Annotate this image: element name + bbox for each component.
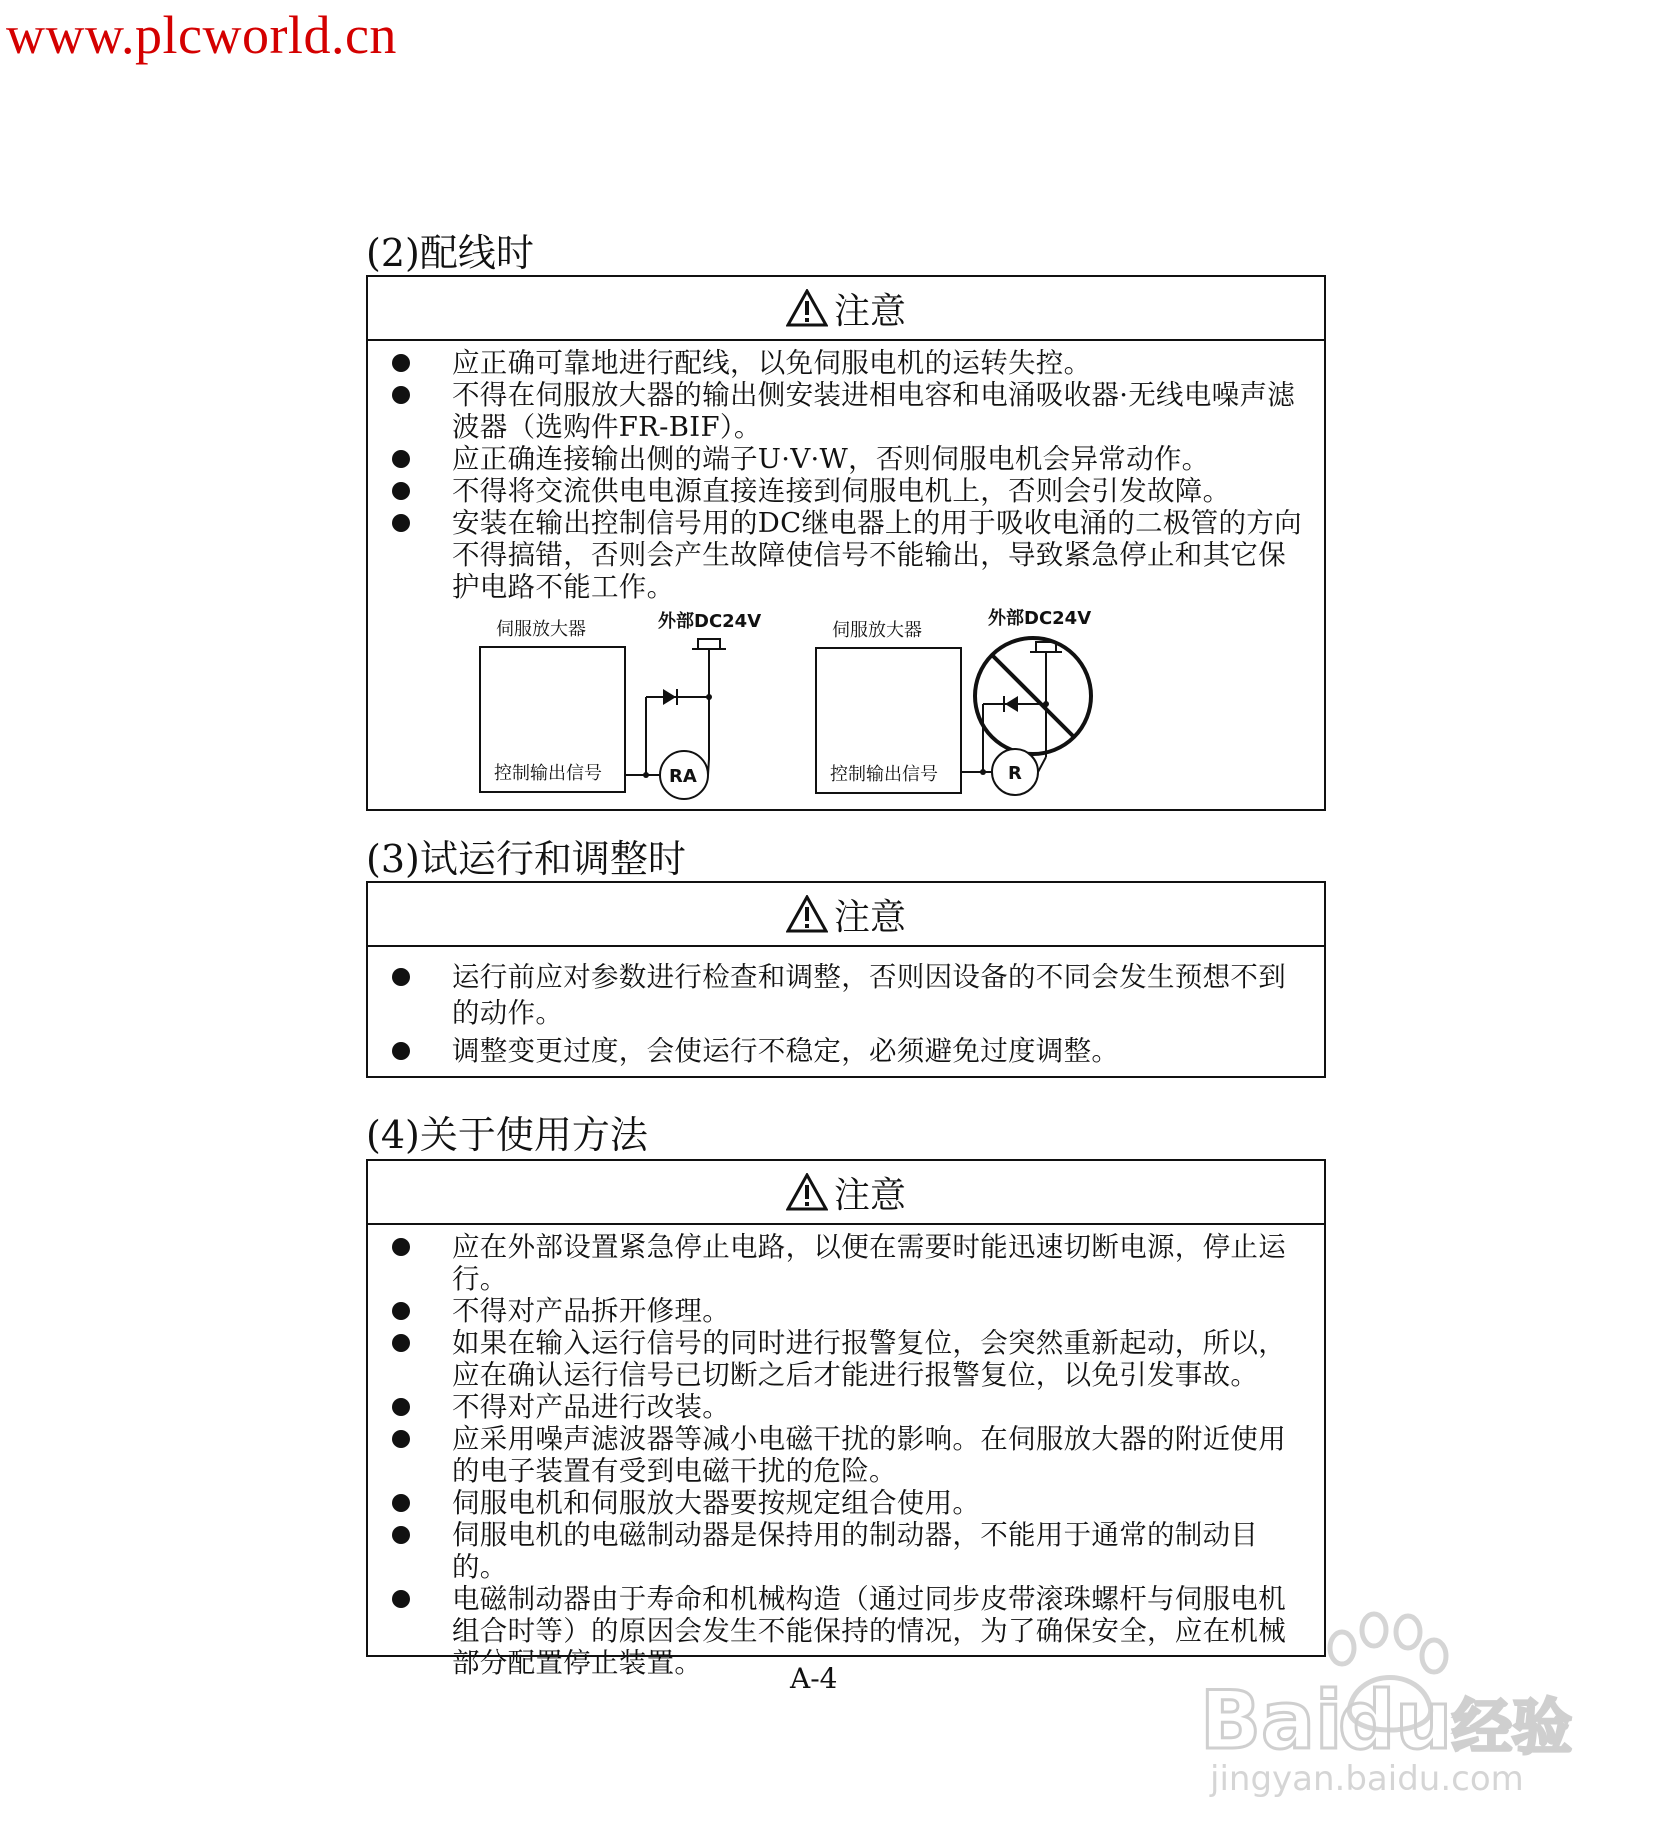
item-text: 如果在输入运行信号的同时进行报警复位，会突然重新起动，所以，应在确认运行信号已切断之后才能进行报警复位，以免引发事故。 xyxy=(452,1327,1286,1391)
item-text: 不得在伺服放大器的输出侧安装进相电容和电涌吸收器·无线电噪声滤波器（选购件FR-BIF）。 xyxy=(452,379,1296,443)
caution-header xyxy=(368,883,1324,947)
signal-label: 控制输出信号 xyxy=(494,763,602,784)
diagram-incorrect xyxy=(808,602,1128,807)
diagram-correct xyxy=(448,607,788,807)
list-item xyxy=(368,379,1324,443)
signal-label: 控制输出信号 xyxy=(830,764,938,785)
caution-title: 注意 xyxy=(833,896,906,938)
item-text: 伺服电机的电磁制动器是保持用的制动器，不能用于通常的制动目的。 xyxy=(452,1519,1259,1583)
bullet-icon xyxy=(392,1334,410,1352)
page-number: A-4 xyxy=(790,1662,838,1695)
list-item xyxy=(368,475,1324,507)
bullet-icon xyxy=(392,450,410,468)
item-text: 应在外部设置紧急停止电路，以便在需要时能迅速切断电源，停止运行。 xyxy=(452,1231,1286,1295)
bullet-icon xyxy=(392,1430,410,1448)
item-text: 调整变更过度，会使运行不稳定，必须避免过度调整。 xyxy=(452,1035,1120,1067)
amp-label: 伺服放大器 xyxy=(496,619,586,640)
list-item xyxy=(368,1327,1324,1391)
caution-list xyxy=(368,341,1324,603)
list-item xyxy=(368,507,1324,603)
diode-icon xyxy=(1005,696,1018,712)
bullet-icon xyxy=(392,386,410,404)
caution-box-trial-run xyxy=(366,881,1326,1078)
item-text: 应采用噪声滤波器等减小电磁干扰的影响。在伺服放大器的附近使用的电子装置有受到电磁干扰的危险。 xyxy=(452,1423,1286,1487)
caution-title: 注意 xyxy=(833,1174,906,1216)
baidu-jingyan-watermark xyxy=(1190,1608,1590,1798)
list-item xyxy=(368,347,1324,379)
list-item xyxy=(368,1583,1324,1679)
section-title-usage: (4)关于使用方法 xyxy=(366,1113,648,1157)
list-item xyxy=(368,443,1324,475)
supply-label: 外部DC24V xyxy=(658,611,762,632)
relay-label: RA xyxy=(669,766,697,787)
bullet-icon xyxy=(392,1238,410,1256)
item-text: 不得对产品拆开修理。 xyxy=(452,1295,730,1327)
section-title-trial-run: (3)试运行和调整时 xyxy=(366,837,686,881)
caution-box-wiring xyxy=(366,275,1326,811)
item-text: 不得对产品进行改装。 xyxy=(452,1391,730,1423)
warning-triangle-icon xyxy=(786,289,828,327)
label-text: 经验 xyxy=(1452,1693,1572,1763)
list-item xyxy=(368,1487,1324,1519)
item-text: 应正确连接输出侧的端子U·V·W，否则伺服电机会异常动作。 xyxy=(452,443,1210,475)
caution-list xyxy=(368,1225,1324,1679)
supply-label: 外部DC24V xyxy=(988,608,1092,629)
item-text: 伺服电机和伺服放大器要按规定组合使用。 xyxy=(452,1487,981,1519)
list-item xyxy=(368,1391,1324,1423)
brand-text: Bai xyxy=(1200,1674,1343,1767)
item-text: 不得将交流供电电源直接连接到伺服电机上，否则会引发故障。 xyxy=(452,475,1231,507)
list-item xyxy=(368,1519,1324,1583)
item-text: 安装在输出控制信号用的DC继电器上的用于吸收电涌的二极管的方向不得搞错，否则会产生故障使信号不能输出，导致紧急停止和其它保护电路不能工作。 xyxy=(452,507,1302,603)
bullet-icon xyxy=(392,968,410,986)
bullet-icon xyxy=(392,1302,410,1320)
item-text: 应正确可靠地进行配线，以免伺服电机的运转失控。 xyxy=(452,347,1092,379)
caution-header xyxy=(368,1161,1324,1225)
bullet-icon xyxy=(392,514,410,532)
warning-triangle-icon xyxy=(786,1173,828,1211)
item-text: 电磁制动器由于寿命和机械构造（通过同步皮带滚珠螺杆与伺服电机组合时等）的原因会发生不能保持的情况，为了确保安全，应在机械部分配置停止装置。 xyxy=(452,1583,1286,1679)
amp-label: 伺服放大器 xyxy=(832,620,922,641)
relay-label: R xyxy=(1008,763,1022,784)
diode-icon xyxy=(663,689,676,705)
warning-triangle-icon xyxy=(786,895,828,933)
item-text: 运行前应对参数进行检查和调整，否则因设备的不同会发生预想不到的动作。 xyxy=(452,961,1286,1029)
section-title-wiring: (2)配线时 xyxy=(366,231,534,275)
bullet-icon xyxy=(392,1590,410,1608)
bullet-icon xyxy=(392,1494,410,1512)
list-item xyxy=(368,1231,1324,1295)
list-item xyxy=(368,1295,1324,1327)
bullet-icon xyxy=(392,1526,410,1544)
list-item xyxy=(368,959,1324,1031)
brand-text-2: du xyxy=(1338,1674,1453,1767)
caution-title: 注意 xyxy=(833,290,906,332)
site-text: jingyan.baidu.com xyxy=(1210,1759,1524,1798)
bullet-icon xyxy=(392,1398,410,1416)
bullet-icon xyxy=(392,1042,410,1060)
caution-list xyxy=(368,947,1324,1069)
bullet-icon xyxy=(392,354,410,372)
caution-header xyxy=(368,277,1324,341)
bullet-icon xyxy=(392,482,410,500)
list-item xyxy=(368,1423,1324,1487)
list-item xyxy=(368,1033,1324,1069)
site-url[interactable]: www.plcworld.cn xyxy=(6,5,397,65)
